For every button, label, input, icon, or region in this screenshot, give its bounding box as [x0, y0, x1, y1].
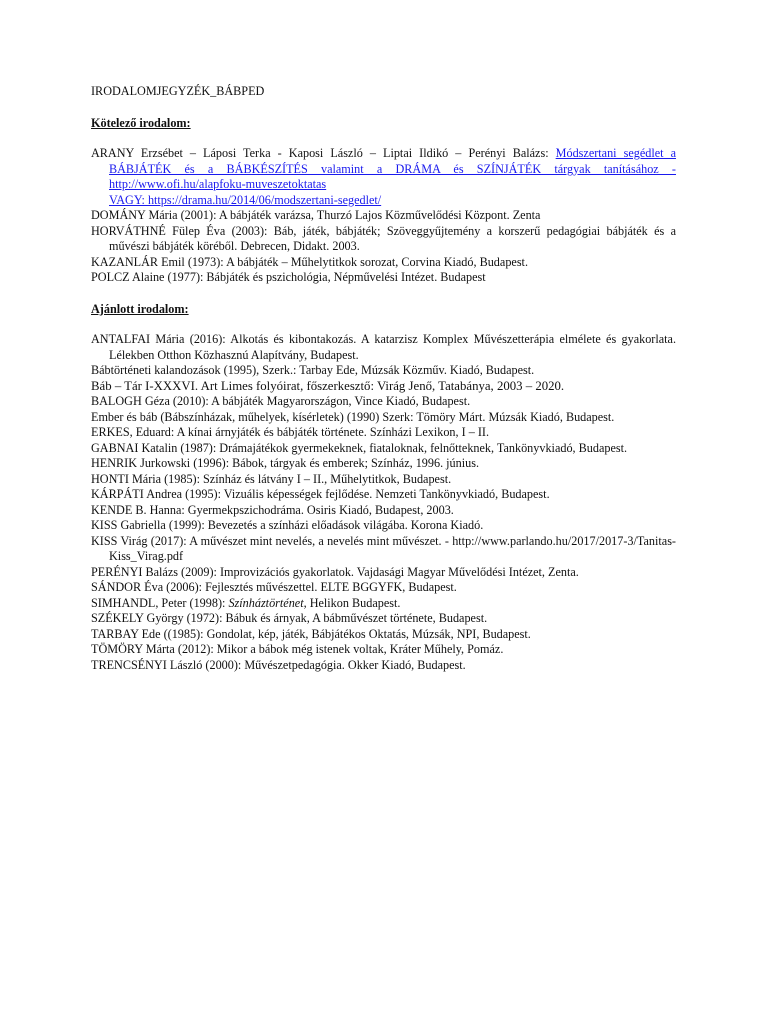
reference-item: TARBAY Ede ((1985): Gondolat, kép, játék, Bábjátékos Oktatás, Múzsák, NPI, Budapest. [91, 626, 531, 641]
reference-item: KENDE B. Hanna: Gyermekpszichodráma. Osiris Kiadó, Budapest, 2003. [91, 502, 454, 517]
reference-item: DOMÁNY Mária (2001): A bábjáték varázsa, Thurzó Lajos Közművelődési Központ. Zenta [91, 208, 541, 222]
reference-item: HENRIK Jurkowski (1996): Bábok, tárgyak és emberek; Színház, 1996. június. [91, 456, 480, 470]
reference-item: SZÉKELY György (1972): Bábuk és árnyak, A bábművészet története, Budapest. [91, 611, 488, 625]
reference-item: KISS Virág (2017): A művészet mint nevelés, a nevelés mint művészet. - http://www.parlando.hu/2017/2017-3/Tanitas-Kiss_Virag.pdf [91, 533, 676, 563]
simhandl-publisher: Helikon Budapest. [306, 595, 401, 610]
reference-arany-authors: ARANY Erzsébet – Láposi Terka - Kaposi László – Liptai Ildikó – Perényi Balázs: [91, 146, 556, 160]
reference-item: GABNAI Katalin (1987): Drámajátékok gyermekeknek, fiataloknak, felnőtteknek, Tankönyvkiadó, Budapest. [91, 440, 628, 455]
reference-item: PERÉNYI Balázs (2009): Improvizációs gyakorlatok. Vajdasági Magyar Művelődési Intézet, Zenta. [91, 564, 579, 579]
reference-bab-tar-text: Báb – Tár I-XXXVI. Art Limes folyóirat, főszerkesztő: Virág Jenő, Tatabánya, 2003 – 2020. [91, 378, 565, 393]
recommended-heading: Ajánlott irodalom: [91, 301, 189, 316]
reference-item: BALOGH Géza (2010): A bábjáték Magyarországon, Vince Kiadó, Budapest. [91, 394, 471, 408]
reference-item: KAZANLÁR Emil (1973): A bábjáték – Műhelytitkok sorozat, Corvina Kiadó, Budapest. [91, 254, 528, 269]
reference-item: HONTI Mária (1985): Színház és látvány I – II., Műhelytitkok, Budapest. [91, 471, 452, 486]
reference-item: ANTALFAI Mária (2016): Alkotás és kibontakozás. A katarzisz Komplex Művészetterápia elmélete és gyakorlata. Lélekben Otthon Közhasznú Alapítvány, Budapest. [91, 332, 676, 362]
reference-item: TRENCSÉNYI László (2000): Művészetpedagógia. Okker Kiadó, Budapest. [91, 657, 466, 672]
bibliography-page [91, 84, 676, 673]
reference-item: Bábtörténeti kalandozások (1995), Szerk.: Tarbay Ede, Múzsák Közműv. Kiadó, Budapest. [91, 363, 535, 377]
reference-item: SÁNDOR Éva (2006): Fejlesztés művészettel. ELTE BGGYFK, Budapest. [91, 580, 457, 594]
reference-item: POLCZ Alaine (1977): Bábjáték és pszichológia, Népművelési Intézet. Budapest [91, 270, 486, 284]
recommended-list [91, 332, 676, 673]
simhandl-title: Színháztörténet, [228, 595, 307, 610]
reference-item: TÖMÖRY Márta (2012): Mikor a bábok még istenek voltak, Kráter Műhely, Pomáz. [91, 642, 504, 656]
reference-simhandl [91, 596, 676, 612]
reference-item: HORVÁTHNÉ Fülep Éva (2003): Báb, játék, bábjáték; Szöveggyűjtemény a korszerű pedagógiai bábjáték és a művészi bábjáték köréből. Debrecen, Didakt. 2003. [91, 223, 676, 253]
reference-item: KÁRPÁTI Andrea (1995): Vizuális képességek fejlődése. Nemzeti Tankönyvkiadó, Budapest. [91, 487, 550, 501]
reference-item: Ember és báb (Bábszínházak, műhelyek, kísérletek) (1990) Szerk: Tömöry Márt. Múzsák Kiadó, Budapest. [91, 409, 615, 424]
required-heading: Kötelező irodalom: [91, 115, 191, 130]
reference-item: ERKES, Eduard: A kínai árnyjáték és bábjáték története. Színházi Lexikon, I – II. [91, 425, 490, 439]
drama-link[interactable]: VAGY: https://drama.hu/2014/06/modszertani-segedlet/ [109, 192, 382, 207]
simhandl-author: SIMHANDL, Peter (1998): [91, 595, 229, 610]
modszertani-link[interactable]: Módszertani segédlet a BÁBJÁTÉK és a BÁBKÉSZÍTÉS valamint a DRÁMA és SZÍNJÁTÉK tárgyak tanításához - http://www.ofi.hu/alapfoku-muveszetoktatas [109, 146, 676, 191]
required-list [91, 146, 676, 286]
document-title: IRODALOMJEGYZÉK_BÁBPED [91, 84, 265, 98]
reference-arany [91, 146, 676, 208]
reference-bab-tar [91, 379, 676, 395]
reference-item: KISS Gabriella (1999): Bevezetés a színházi előadások világába. Korona Kiadó. [91, 518, 484, 532]
